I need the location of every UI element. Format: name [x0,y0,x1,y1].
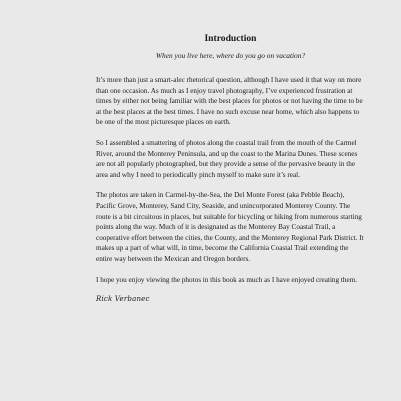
paragraph-3: The photos are taken in Carmel-by-the-Sea, the Del Monte Forest (aka Pebble Beach), Pacific Grove, Monterey, Sand City, Seaside, and unincorporated Monterey County. The route is a bit circuitous in places, but suitable for bicycling or hiking from numerous starting points along the way. Much of it is designated as the Monterey Bay Coastal Trail, a cooperative effort between the cities, the County, and the Monterey Regional Park District. It makes up a part of what will, in time, become the California Coastal Trail extending the entire way between the Mexican and Oregon borders. [96,191,364,263]
paragraph-1: It’s more than just a smart-alec rhetorical question, although I have used it that way on more than one occasion. As much as I enjoy travel photography, I’ve experienced frustration at times by either not being familiar with the best places for photos or not having the time to be at the best places at the best times. I have no such excuse near home, which also happens to be one of the most picturesque places on earth. [96,76,363,127]
page-title: Introduction [204,33,257,44]
paragraph-4: I hope you enjoy viewing the photos in this book as much as I have enjoyed creating them. [96,275,358,284]
paragraph-2: So I assembled a smattering of photos along the coastal trail from the mouth of the Carmel River, around the Monterey Peninsula, and up the coast to the Marina Dunes. These scenes are not all popularly photographed, but they provide a sense of the pervasive beauty in the area and why I need to periodically pinch myself to make sure it’s real. [96,138,358,179]
author-signature: Rick Verbanec [96,295,150,304]
page-subtitle: When you live here, where do you go on vacation? [155,51,306,60]
